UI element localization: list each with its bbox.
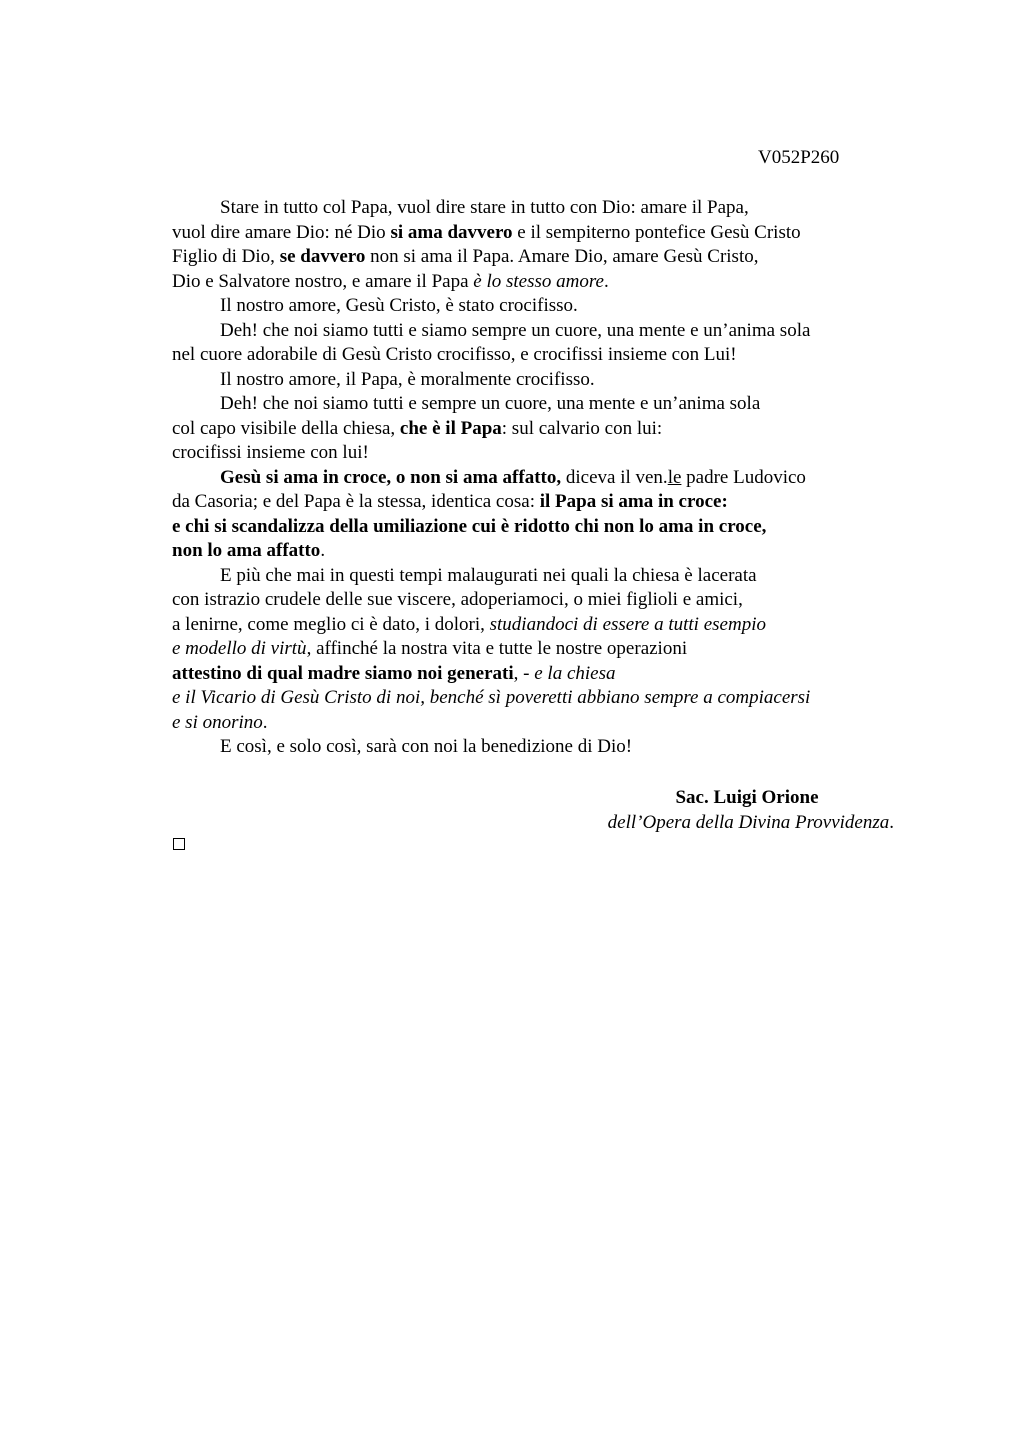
text-line: col capo visibile della chiesa, che è il Papa: sul calvario con lui: (172, 417, 663, 439)
text-line: E così, e solo così, sarà con noi la benedizione di Dio! (220, 736, 633, 757)
page-id: V052P260 (758, 147, 840, 168)
text-line: a lenirne, come meglio ci è dato, i dolori, studiandoci di essere a tutti esempio (172, 613, 766, 635)
text-line: Deh! che noi siamo tutti e siamo sempre un cuore, una mente e un’anima sola (220, 319, 811, 341)
text-line: Il nostro amore, Gesù Cristo, è stato crocifisso. (220, 295, 578, 316)
letter-body (172, 196, 892, 760)
text-line: Il nostro amore, il Papa, è moralmente crocifisso. (220, 368, 595, 390)
text-line: e si onorino. (172, 711, 268, 733)
text-line: Dio e Salvatore nostro, e amare il Papa è lo stesso amore. (172, 270, 609, 292)
text-line: crocifissi insieme con lui! (172, 442, 369, 463)
text-line: e modello di virtù, affinché la nostra vita e tutte le nostre operazioni (172, 638, 688, 659)
text-line: non lo ama affatto. (172, 540, 326, 561)
signature-name: Sac. Luigi Orione (675, 787, 819, 808)
text-line: Deh! che noi siamo tutti e sempre un cuore, una mente e un’anima sola (220, 393, 761, 414)
end-marker-checkbox-icon (173, 838, 185, 850)
signature-organization: dell’Opera della Divina Provvidenza. (607, 811, 894, 833)
text-line: e chi si scandalizza della umiliazione cui è ridotto chi non lo ama in croce, (172, 515, 767, 537)
text-line: con istrazio crudele delle sue viscere, adoperiamoci, o miei figlioli e amici, (172, 589, 743, 610)
text-line: vuol dire amare Dio: né Dio si ama davvero e il sempiterno pontefice Gesù Cristo (172, 221, 801, 243)
text-line: nel cuore adorabile di Gesù Cristo crocifisso, e crocifissi insieme con Lui! (172, 344, 737, 365)
text-line: e il Vicario di Gesù Cristo di noi, benché sì poveretti abbiano sempre a compiacersi (172, 687, 811, 708)
signature-block (540, 786, 894, 835)
text-line: da Casoria; e del Papa è la stessa, identica cosa: il Papa si ama in croce: (172, 491, 728, 512)
text-line: attestino di qual madre siamo noi generati, - e la chiesa (172, 662, 616, 684)
text-line: E più che mai in questi tempi malaugurati nei quali la chiesa è lacerata (220, 564, 757, 586)
text-line: Figlio di Dio, se davvero non si ama il Papa. Amare Dio, amare Gesù Cristo, (172, 246, 759, 267)
text-line: Stare in tutto col Papa, vuol dire stare in tutto con Dio: amare il Papa, (220, 197, 749, 218)
text-line: Gesù si ama in croce, o non si ama affatto, diceva il ven.le padre Ludovico (220, 466, 806, 488)
